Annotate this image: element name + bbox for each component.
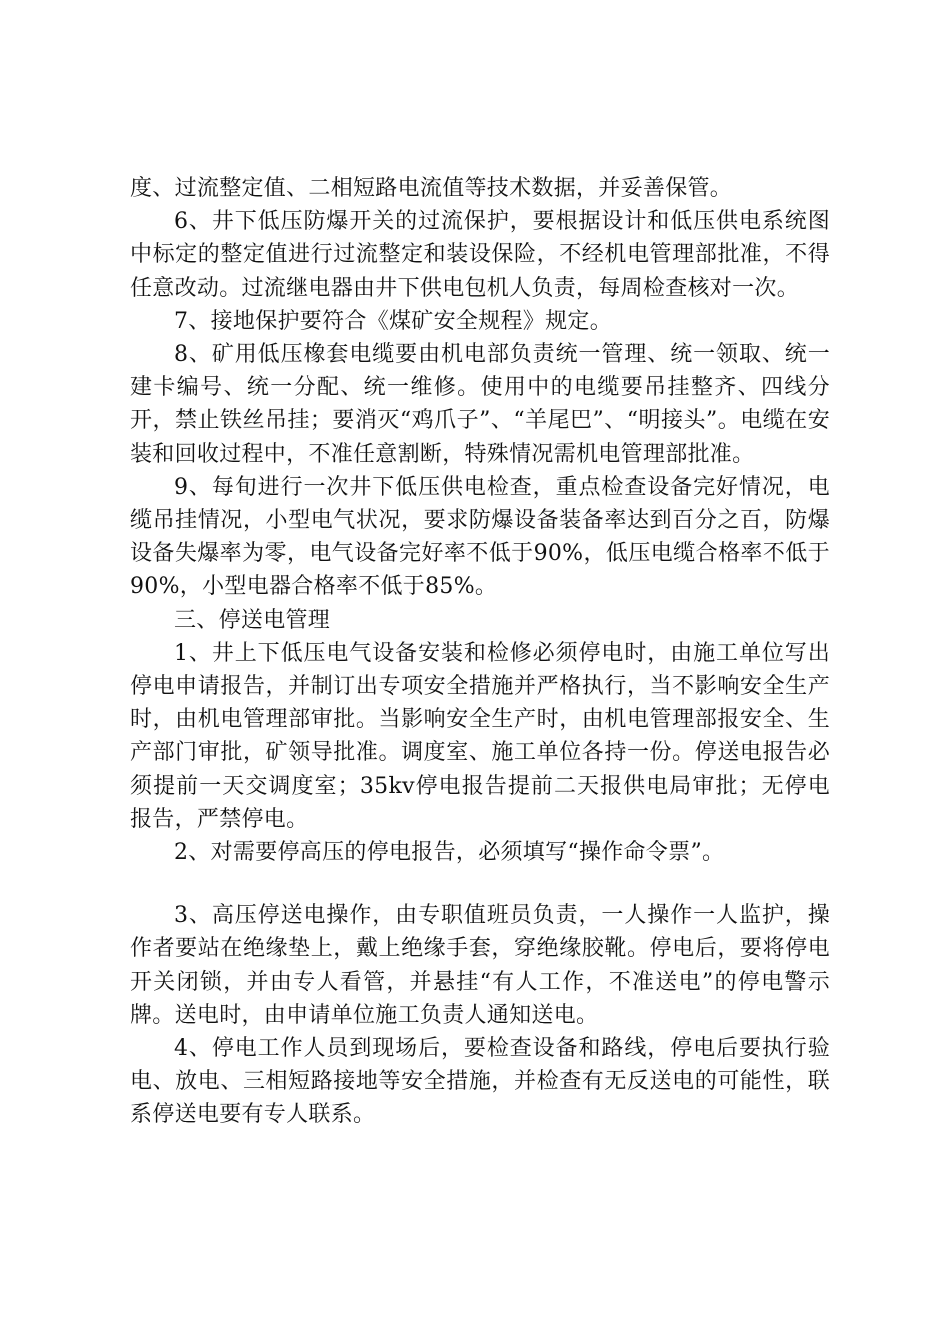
section-heading: 三、停送电管理 <box>174 607 331 633</box>
document-body <box>130 172 830 1132</box>
paragraph-section3-item-2: 2、对需要停高压的停电报告，必须填写“操作命令票”。 <box>174 840 725 866</box>
paragraph-item-9: 9、每旬进行一次井下低压供电检查，重点检查设备完好情况，电缆吊挂情况，小型电气状况，要求防爆设备装备率达到百分之百，防爆设备失爆率为零，电气设备完好率不低于90%，低压电缆合格率不低于90%，小型电器合格率不低于85%。 <box>130 474 830 600</box>
paragraph-continuation: 度、过流整定值、二相短路电流值等技术数据，并妥善保管。 <box>130 176 733 201</box>
paragraph-item-8: 8、矿用低压橡套电缆要由机电部负责统一管理、统一领取、统一建卡编号、统一分配、统一维修。使用中的电缆要吊挂整齐、四线分开，禁止铁丝吊挂；要消灭“鸡爪子”、“羊尾巴”、“明接头”。电缆在安装和回收过程中，不准任意割断，特殊情况需机电管理部批准。 <box>130 342 830 467</box>
paragraph-item-6: 6、井下低压防爆开关的过流保护，要根据设计和低压供电系统图中标定的整定值进行过流整定和装设保险，不经机电管理部批准，不得任意改动。过流继电器由井下供电包机人负责，每周检查核对一次。 <box>130 209 830 301</box>
paragraph-section3-item-4: 4、停电工作人员到现场后，要检查设备和路线，停电后要执行验电、放电、三相短路接地等安全措施，并检查有无反送电的可能性，联系停送电要有专人联系。 <box>130 1036 830 1128</box>
paragraph-section3-item-3: 3、高压停送电操作，由专职值班员负责，一人操作一人监护，操作者要站在绝缘垫上，戴上绝缘手套，穿绝缘胶靴。停电后，要将停电开关闭锁，并由专人看管，并悬挂“有人工作，不准送电”的停电警示牌。送电时，由申请单位施工负责人通知送电。 <box>130 903 830 1028</box>
paragraph-section3-item-1: 1、井上下低压电气设备安装和检修必须停电时，由施工单位写出停电申请报告，并制订出专项安全措施并严格执行，当不影响安全生产时，由机电管理部审批。当影响安全生产时，由机电管理部报安全、生产部门审批，矿领导批准。调度室、施工单位各持一份。停送电报告必须提前一天交调度室；35kv停电报告提前二天报供电局审批；无停电报告，严禁停电。 <box>130 640 830 832</box>
paragraph-item-7: 7、接地保护要符合《煤矿安全规程》规定。 <box>174 308 612 334</box>
